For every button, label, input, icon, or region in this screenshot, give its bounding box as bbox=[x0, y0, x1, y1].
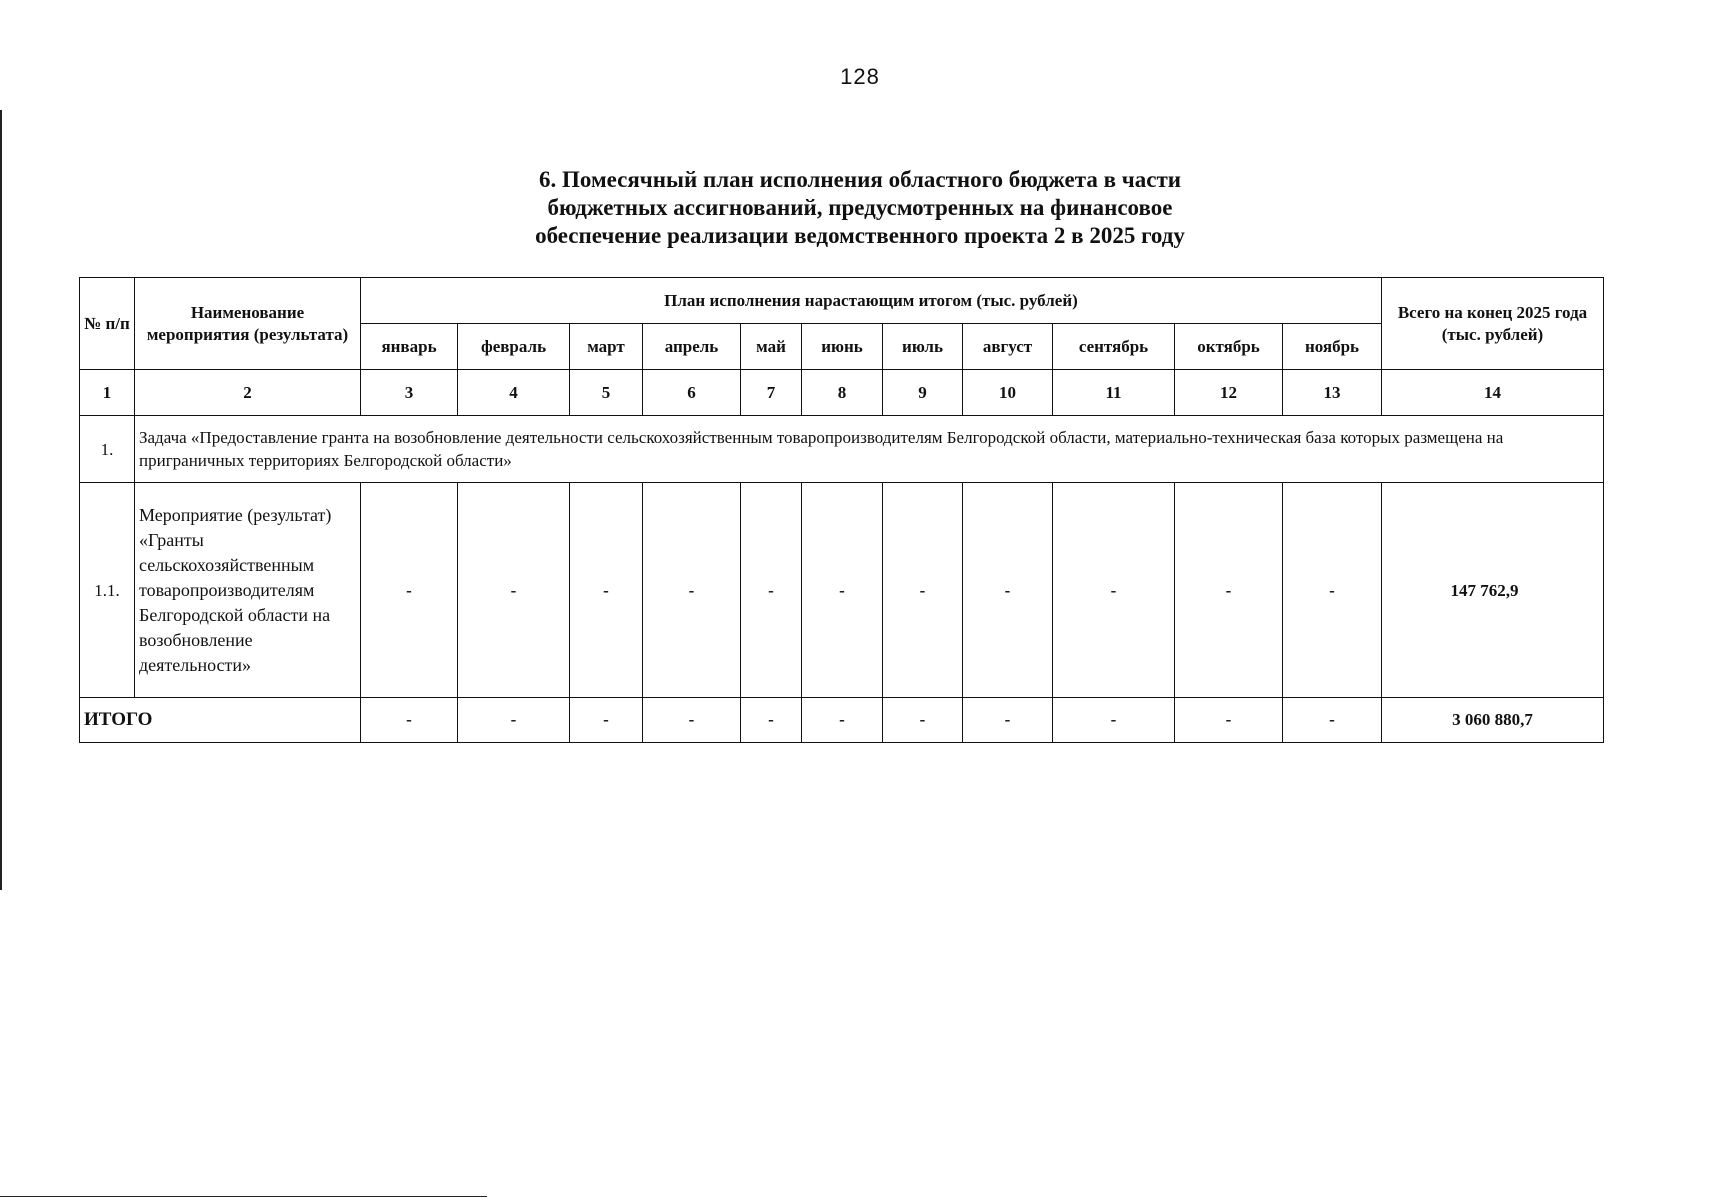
grand-total-month-value: - bbox=[361, 698, 458, 743]
column-number-row bbox=[80, 370, 1604, 416]
header-plan: План исполнения нарастающим итогом (тыс. рублей) bbox=[361, 278, 1382, 324]
grand-total-month-value: - bbox=[1053, 698, 1175, 743]
item-month-value: - bbox=[361, 483, 458, 698]
column-number: 13 bbox=[1283, 370, 1382, 416]
column-number: 5 bbox=[570, 370, 643, 416]
item-month-value: - bbox=[883, 483, 963, 698]
grand-total-month-value: - bbox=[963, 698, 1053, 743]
month-header: март bbox=[570, 324, 643, 370]
header-num: № п/п bbox=[80, 278, 135, 370]
item-num: 1.1. bbox=[80, 483, 135, 698]
grand-total-month-value: - bbox=[802, 698, 883, 743]
header-name: Наименование мероприятия (результата) bbox=[135, 278, 361, 370]
month-header: июль bbox=[883, 324, 963, 370]
column-number: 6 bbox=[643, 370, 741, 416]
grand-total-month-value: - bbox=[1283, 698, 1382, 743]
grand-total-month-value: - bbox=[570, 698, 643, 743]
column-number: 14 bbox=[1382, 370, 1604, 416]
month-header: апрель bbox=[643, 324, 741, 370]
grand-total-month-value: - bbox=[883, 698, 963, 743]
title-line: 6. Помесячный план исполнения областного бюджета в части bbox=[539, 167, 1181, 192]
column-number: 4 bbox=[458, 370, 570, 416]
title-line: бюджетных ассигнований, предусмотренных на финансовое bbox=[547, 195, 1173, 220]
item-month-value: - bbox=[1283, 483, 1382, 698]
column-number: 1 bbox=[80, 370, 135, 416]
grand-total-value: 3 060 880,7 bbox=[1382, 698, 1604, 743]
column-number: 3 bbox=[361, 370, 458, 416]
column-number: 2 bbox=[135, 370, 361, 416]
grand-total-month-value: - bbox=[643, 698, 741, 743]
grand-total-row bbox=[80, 698, 1604, 743]
item-month-value: - bbox=[1175, 483, 1283, 698]
item-total: 147 762,9 bbox=[1382, 483, 1604, 698]
month-header: сентябрь bbox=[1053, 324, 1175, 370]
item-month-value: - bbox=[741, 483, 802, 698]
task-text: Задача «Предоставление гранта на возобновление деятельности сельскохозяйственным товаропроизводителям Белгородской области, материально-техническая база которых размещена на приграничных территориях Белгородской области» bbox=[135, 416, 1604, 483]
scan-edge-bottom bbox=[0, 1196, 487, 1197]
column-number: 7 bbox=[741, 370, 802, 416]
column-number: 8 bbox=[802, 370, 883, 416]
grand-total-month-value: - bbox=[741, 698, 802, 743]
month-header: февраль bbox=[458, 324, 570, 370]
item-name: Мероприятие (результат) «Гранты сельскохозяйственным товаропроизводителям Белгородской области на возобновление деятельности» bbox=[135, 483, 361, 698]
month-header: июнь bbox=[802, 324, 883, 370]
task-row bbox=[80, 416, 1604, 483]
column-number: 12 bbox=[1175, 370, 1283, 416]
month-header: август bbox=[963, 324, 1053, 370]
month-header: октябрь bbox=[1175, 324, 1283, 370]
month-header: май bbox=[741, 324, 802, 370]
page-number: 128 bbox=[840, 64, 880, 89]
item-row bbox=[80, 483, 1604, 698]
item-month-value: - bbox=[570, 483, 643, 698]
column-number: 11 bbox=[1053, 370, 1175, 416]
grand-total-month-value: - bbox=[458, 698, 570, 743]
column-number: 9 bbox=[883, 370, 963, 416]
column-number: 10 bbox=[963, 370, 1053, 416]
item-month-value: - bbox=[802, 483, 883, 698]
item-month-value: - bbox=[963, 483, 1053, 698]
grand-total-label: ИТОГО bbox=[80, 698, 361, 743]
month-header: январь bbox=[361, 324, 458, 370]
header-total: Всего на конец 2025 года (тыс. рублей) bbox=[1382, 278, 1604, 370]
grand-total-month-value: - bbox=[1175, 698, 1283, 743]
month-header: ноябрь bbox=[1283, 324, 1382, 370]
document-title bbox=[0, 166, 1710, 250]
item-month-value: - bbox=[643, 483, 741, 698]
item-month-value: - bbox=[458, 483, 570, 698]
title-line: обеспечение реализации ведомственного проекта 2 в 2025 году bbox=[535, 223, 1185, 248]
item-month-value: - bbox=[1053, 483, 1175, 698]
task-num: 1. bbox=[80, 416, 135, 483]
budget-plan-table bbox=[79, 277, 1604, 743]
